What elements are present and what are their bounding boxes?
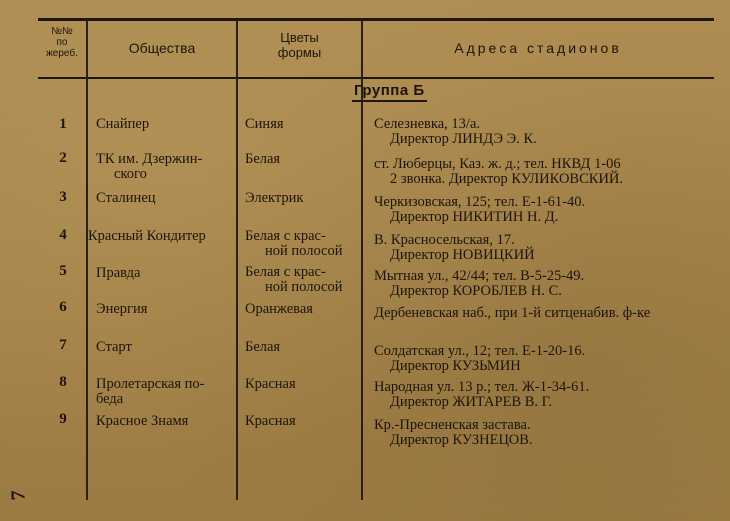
club-name: Сталинец: [96, 190, 156, 206]
header-colors: [238, 30, 361, 60]
uniform-color: Белая: [245, 339, 281, 355]
header-colors-line1: Цветы: [280, 30, 319, 45]
top-rule: [38, 18, 714, 21]
club-name-line2: ского: [114, 166, 147, 182]
uniform-color-line1: Белая с крас-: [245, 228, 326, 244]
row-number: 1: [59, 116, 67, 132]
header-address: Адреса стадионов: [454, 40, 622, 56]
stadium-address: [374, 380, 589, 410]
column-divider-num: [86, 20, 88, 500]
row-number: 8: [59, 374, 67, 390]
address-line: ст. Люберцы, Каз. ж. д.; тел. НКВД 1-06: [374, 156, 621, 172]
header-rule: [38, 77, 714, 79]
director-line: Директор ЛИНДЭ Э. К.: [390, 131, 537, 147]
column-divider-club: [236, 20, 238, 500]
stadium-address: [374, 344, 585, 374]
club-name-line1: Пролетарская по-: [96, 376, 205, 392]
director-line: Директор ЖИТАРЕВ В. Г.: [390, 394, 553, 410]
club-name: Снайпер: [96, 116, 150, 132]
director-line: Директор НИКИТИН Н. Д.: [390, 209, 559, 225]
director-line: 2 звонка. Директор КУЛИКОВСКИЙ.: [390, 171, 624, 187]
row-number: 9: [59, 411, 67, 427]
header-num-line2: по: [56, 37, 68, 48]
header-num: [38, 26, 86, 59]
address-line: В. Красносельская, 17.: [374, 232, 515, 248]
uniform-color: Оранжевая: [245, 301, 313, 317]
director-line: Директор КОРОБЛЕВ Н. С.: [390, 283, 562, 299]
uniform-color: Электрик: [245, 190, 304, 206]
club-name-line2: беда: [96, 391, 124, 407]
row-number: 5: [59, 263, 67, 279]
row-number: 2: [59, 150, 67, 166]
club-name-line1: ТК им. Дзержин-: [96, 151, 203, 167]
header-club: Общества: [128, 40, 196, 56]
stadium-address: [374, 418, 533, 448]
stadium-address: [374, 306, 650, 321]
address-line: Народная ул. 13 р.; тел. Ж-1-34-61.: [374, 379, 590, 395]
uniform-color: Красная: [245, 376, 296, 392]
uniform-color-line2: ной полосой: [265, 279, 343, 295]
uniform-color-line1: Белая с крас-: [245, 264, 326, 280]
club-name: Правда: [96, 265, 141, 281]
address-line: Селезневка, 13/а.: [374, 116, 481, 132]
address-line: Кр.-Пресненская застава.: [374, 417, 531, 433]
uniform-color-line2: ной полосой: [265, 243, 343, 259]
address-line: Солдатская ул., 12; тел. Е-1-20-16.: [374, 343, 586, 359]
club-name: [96, 377, 204, 407]
uniform-color: Красная: [245, 413, 296, 429]
stadium-address: [374, 157, 623, 187]
group-title: Группа Б: [352, 82, 427, 102]
stadium-address: [374, 195, 585, 225]
uniform-color: [245, 265, 343, 295]
page-number: 7: [7, 490, 30, 501]
director-line: Директор КУЗЬМИН: [390, 358, 521, 374]
address-line: Дербеневская наб., при 1-й ситценабив. ф-ке: [374, 305, 651, 321]
address-line: Черкизовская, 125; тел. Е-1-61-40.: [374, 194, 586, 210]
header-num-line3: жереб.: [46, 48, 78, 59]
row-number: 7: [59, 337, 67, 353]
stadium-address: [374, 269, 584, 299]
row-number: 6: [59, 299, 67, 315]
address-line: Мытная ул., 42/44; тел. В-5-25-49.: [374, 268, 585, 284]
director-line: Директор КУЗНЕЦОВ.: [390, 432, 533, 448]
uniform-color: Белая: [245, 151, 281, 167]
club-name: Красный Кондитер: [88, 228, 206, 244]
club-name: Энергия: [96, 301, 148, 317]
uniform-color: Синяя: [245, 116, 284, 132]
header-colors-line2: формы: [277, 45, 322, 60]
row-number: 4: [59, 227, 67, 243]
club-name: [96, 152, 202, 182]
club-name: Старт: [96, 339, 132, 355]
club-name: Красное Знамя: [96, 413, 189, 429]
header-num-line1: №№: [51, 26, 73, 37]
stadium-address: [374, 117, 537, 147]
uniform-color: [245, 229, 343, 259]
row-number: 3: [59, 189, 67, 205]
director-line: Директор НОВИЦКИЙ: [390, 247, 535, 263]
stadium-address: [374, 233, 535, 263]
